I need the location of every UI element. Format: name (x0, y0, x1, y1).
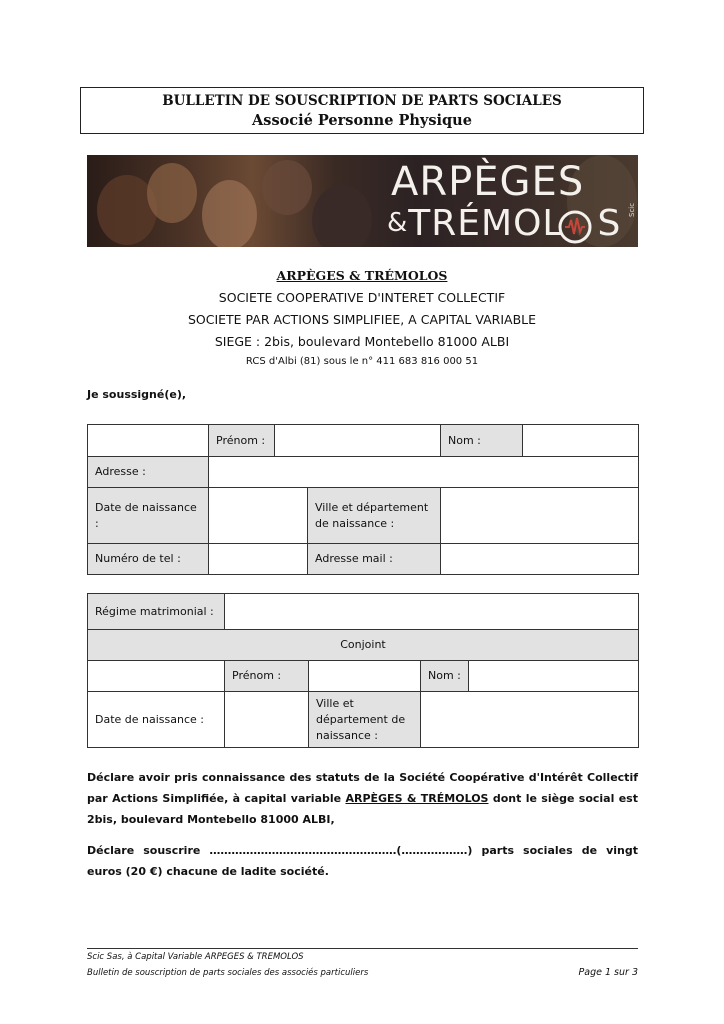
spouse-last-name-field[interactable] (469, 661, 639, 692)
page-number: Page 1 sur 3 (578, 967, 638, 978)
footer-document: Bulletin de souscription de parts sociales des associés particuliers (87, 968, 369, 978)
declaration-text: Déclare avoir pris connaissance des statuts de la Société Coopérative d'Intérêt Collectif par Actions Simplifiée, à capital variable (87, 771, 638, 805)
crowd-shape (202, 180, 257, 247)
document-subtitle: Associé Personne Physique (252, 112, 472, 129)
address-field[interactable] (209, 457, 639, 488)
birth-date-label: Date de naissance : (88, 488, 209, 544)
crowd-shape (312, 185, 372, 247)
personal-info-table (87, 424, 639, 575)
form-intro: Je soussigné(e), (87, 388, 187, 401)
company-name: ARPÈGES & TRÉMOLOS (276, 268, 448, 283)
birth-place-field[interactable] (441, 488, 639, 544)
document-title-box (80, 87, 644, 134)
spouse-birth-date-label: Date de naissance : (88, 692, 225, 748)
brand-ampersand: & (387, 208, 409, 238)
footer-divider (87, 948, 638, 949)
blank-cell (88, 661, 225, 692)
declaration-company-name: ARPÈGES & TRÉMOLOS (345, 792, 489, 805)
brand-banner (87, 155, 638, 247)
phone-label: Numéro de tel : (88, 544, 209, 575)
last-name-field[interactable] (523, 425, 639, 457)
footer-company: Scic Sas, à Capital Variable ARPEGES & TREMOLOS (87, 952, 304, 962)
birth-date-field[interactable] (209, 488, 308, 544)
birth-place-label: Ville et département de naissance : (308, 488, 441, 544)
company-legal-form: SOCIETE PAR ACTIONS SIMPLIFIEE, A CAPITAL VARIABLE (187, 312, 537, 327)
document-title: BULLETIN DE SOUSCRIPTION DE PARTS SOCIALES (162, 93, 562, 109)
brand-wordmark-line1: ARPÈGES (391, 159, 585, 205)
blank-cell (88, 425, 209, 457)
email-label: Adresse mail : (308, 544, 441, 575)
spouse-first-name-label: Prénom : (225, 661, 309, 692)
spouse-birth-place-label: Ville et département de naissance : (309, 692, 421, 748)
declaration-text-end: dont le siège social est 2bis, boulevard Montebello 81000 ALBI, (87, 792, 638, 826)
first-name-label: Prénom : (209, 425, 275, 457)
spouse-last-name-label: Nom : (421, 661, 469, 692)
declaration-subscription: Déclare souscrire ……………………………………………(………………) parts sociales de vingt euros (20 €) chacune de ladite société. (87, 844, 638, 878)
marital-status-label: Régime matrimonial : (88, 594, 225, 630)
company-rcs: RCS d'Albi (81) sous le n° 411 683 816 000 51 (245, 356, 479, 367)
company-type: SOCIETE COOPERATIVE D'INTERET COLLECTIF (218, 290, 506, 305)
company-address: SIEGE : 2bis, boulevard Montebello 81000 ALBI (214, 334, 510, 349)
email-field[interactable] (441, 544, 639, 575)
marital-status-field[interactable] (225, 594, 639, 630)
waveform-icon (557, 209, 593, 245)
spouse-birth-date-field[interactable] (225, 692, 309, 748)
first-name-field[interactable] (275, 425, 441, 457)
address-label: Adresse : (88, 457, 209, 488)
marital-info-table (87, 593, 639, 748)
declaration-statutes (87, 767, 638, 830)
brand-scic-label: Scic (628, 202, 636, 217)
spouse-section-header: Conjoint (88, 630, 639, 661)
brand-wordmark-end: S (597, 203, 622, 244)
spouse-first-name-field[interactable] (309, 661, 421, 692)
spouse-birth-place-field[interactable] (421, 692, 639, 748)
phone-field[interactable] (209, 544, 308, 575)
crowd-shape (262, 160, 312, 215)
brand-wordmark-text: TRÉMOL (408, 203, 564, 244)
crowd-shape (147, 163, 197, 223)
last-name-label: Nom : (441, 425, 523, 457)
